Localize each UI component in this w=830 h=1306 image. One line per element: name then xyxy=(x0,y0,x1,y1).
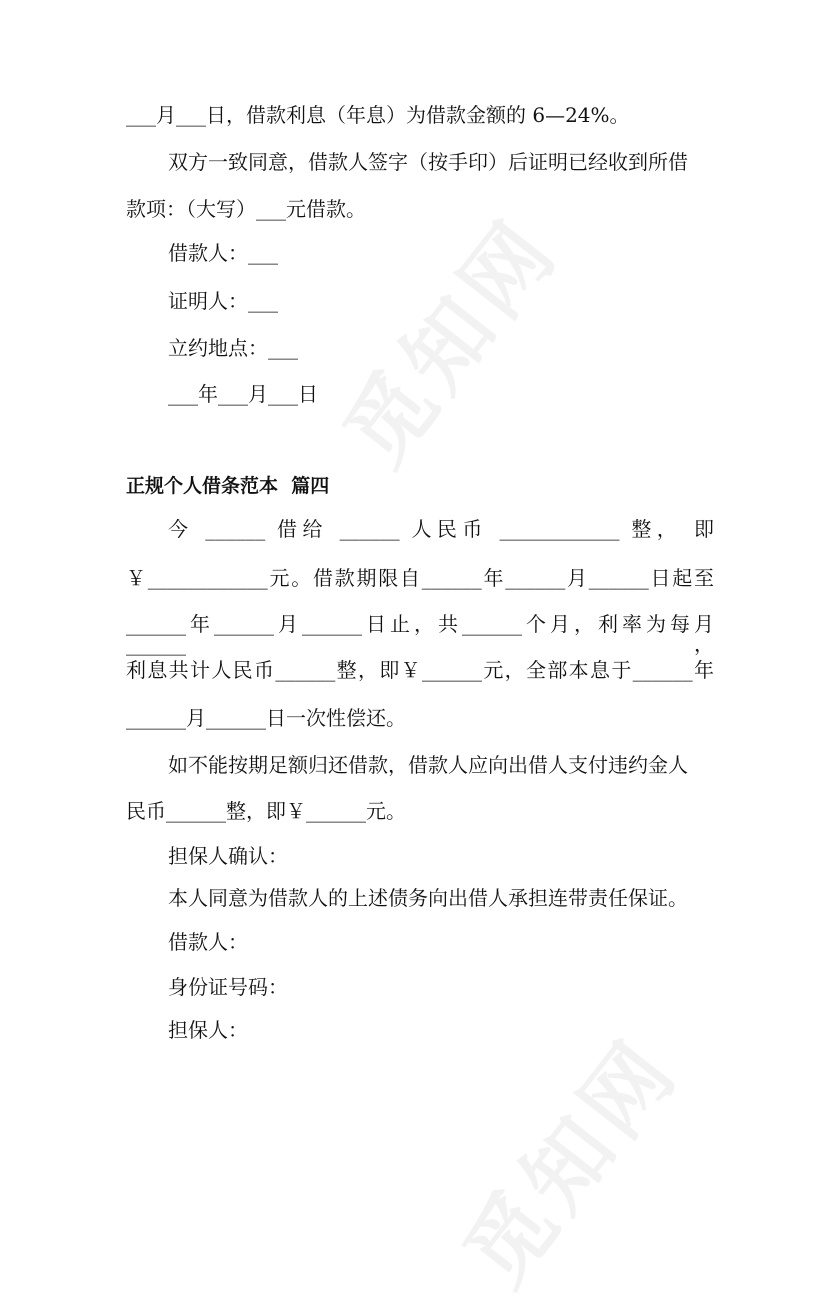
borrower-field: 借款人：___ xyxy=(168,241,278,265)
loan-paragraph-line4: 利息共计人民币______整，即￥______元，全部本息于______年 xyxy=(126,658,714,682)
place-field: 立约地点：___ xyxy=(168,336,298,360)
interest-line: ___月___日，借款利息（年息）为借款金额的 6—24%。 xyxy=(126,103,630,127)
guarantee-statement: 本人同意为借款人的上述债务向出借人承担连带责任保证。 xyxy=(168,886,688,910)
loan-paragraph-line2: ￥____________元。借款期限自______年______月______日起至 xyxy=(126,566,714,590)
loan-paragraph-line1: 今 ______ 借给 ______ 人民币 ____________ 整， 即 xyxy=(168,517,714,541)
id-number-field: 身份证号码： xyxy=(168,975,288,999)
borrower-signature-field: 借款人： xyxy=(168,930,248,954)
witness-field: 证明人：___ xyxy=(168,289,278,313)
loan-paragraph-line5: ______月______日一次性偿还。 xyxy=(126,706,406,730)
guarantor-signature-field: 担保人： xyxy=(168,1018,248,1042)
watermark: 觅知网 xyxy=(325,200,579,484)
agreement-paragraph-line2: 款项：（大写）___元借款。 xyxy=(126,197,366,221)
date-field: ___年___月___日 xyxy=(168,382,318,406)
guarantor-confirm-label: 担保人确认： xyxy=(168,844,288,868)
loan-paragraph-line3: ______年______月______日止，共______个月，利率为每月______， xyxy=(126,612,714,656)
penalty-paragraph-line1: 如不能按期足额归还借款，借款人应向出借人支付违约金人 xyxy=(168,753,688,777)
penalty-paragraph-line2: 民币______整，即￥______元。 xyxy=(126,799,406,823)
section-heading: 正规个人借条范本 篇四 xyxy=(126,475,330,497)
agreement-paragraph-line1: 双方一致同意，借款人签字（按手印）后证明已经收到所借 xyxy=(168,150,688,174)
watermark: 觅知网 xyxy=(445,1020,699,1304)
